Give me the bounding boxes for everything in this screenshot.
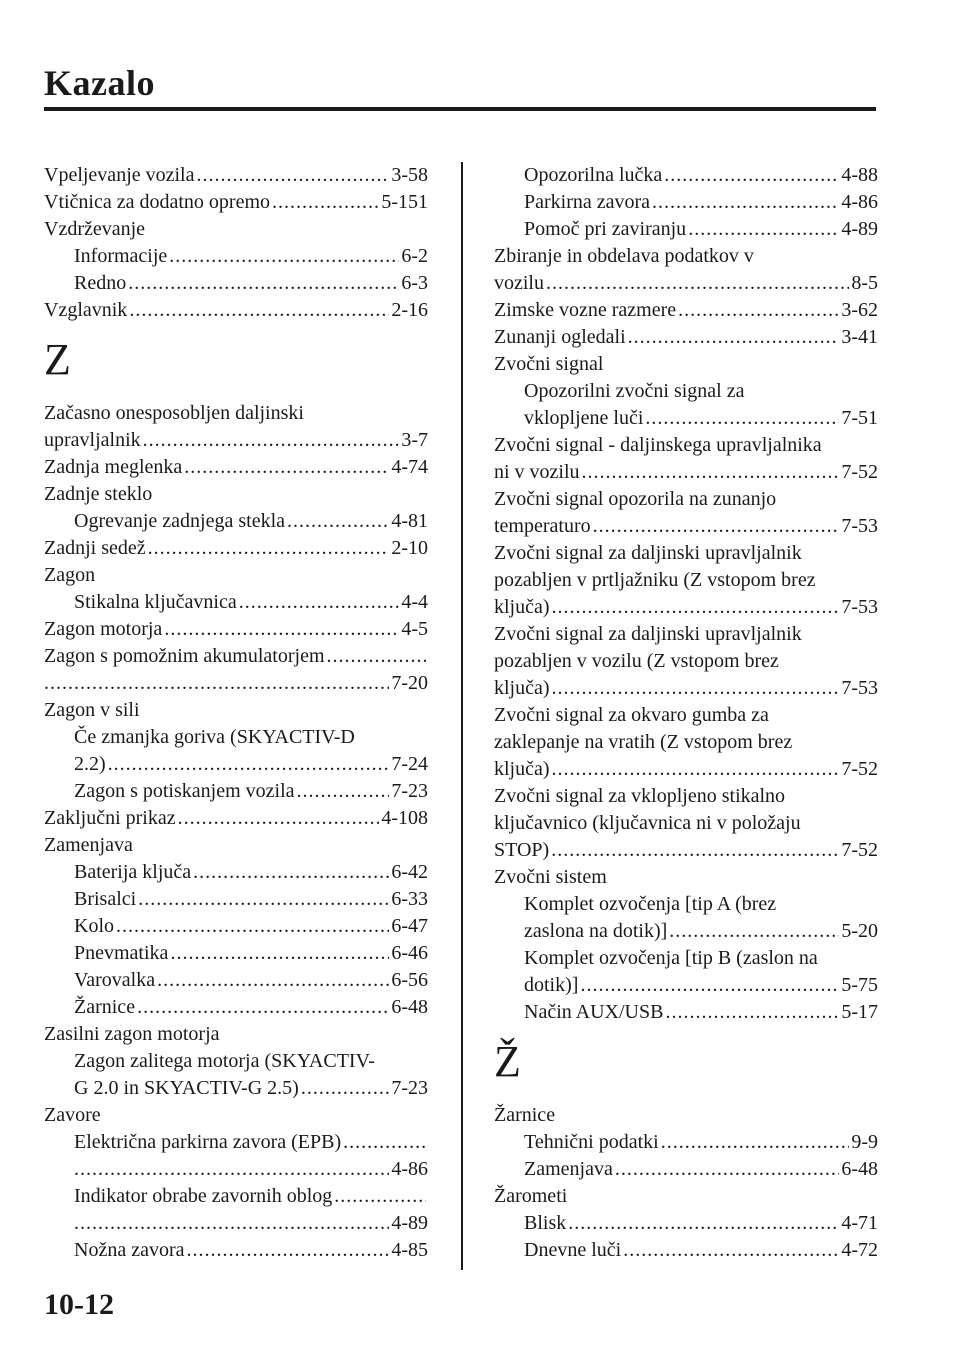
page-number: 10-12 (44, 1288, 114, 1321)
index-entry (494, 324, 878, 351)
dot-leader (628, 324, 840, 351)
index-entry-text: dotik)] (524, 974, 579, 996)
index-entry-text: Električna parkirna zavora (EPB) (74, 1131, 342, 1153)
index-entry-page: 7-20 (391, 672, 428, 694)
dot-leader (137, 994, 389, 1021)
index-entry-page: 7-23 (391, 780, 428, 802)
index-heading: Zvočni signal - daljinskega upravljalnika (494, 434, 822, 456)
index-entry-text: Baterija ključa (74, 861, 192, 883)
index-entry (494, 405, 878, 432)
index-entry-page: 2-10 (391, 537, 428, 559)
dot-leader (187, 1237, 390, 1264)
index-heading: Zvočni signal za daljinski upravljalnik (494, 623, 802, 645)
index-entry-text: Žarnice (74, 996, 136, 1018)
index-entry-page: 8-5 (851, 272, 878, 294)
index-entry-page: 7-24 (391, 753, 428, 775)
dot-leader (623, 1237, 839, 1264)
index-entry-text: Pomoč pri zaviranju (524, 218, 687, 240)
index-entry-page: 4-89 (841, 218, 878, 240)
dot-leader (116, 913, 389, 940)
dot-leader (665, 999, 839, 1026)
index-entry (494, 162, 878, 189)
index-entry (494, 999, 878, 1026)
index-entry-text: Redno (74, 272, 127, 294)
dot-leader (327, 643, 427, 670)
index-entry-page: 4-86 (841, 191, 878, 213)
index-column-left (44, 162, 428, 1264)
index-entry (44, 778, 428, 805)
dot-leader (143, 427, 400, 454)
dot-leader (170, 940, 389, 967)
index-entry (494, 513, 878, 540)
index-heading: Zagon zalitega motorja (SKYACTIV- (74, 1050, 375, 1072)
index-entry-page: 7-52 (841, 461, 878, 483)
index-entry-text: temperaturo (494, 515, 591, 537)
index-entry-page: 9-9 (851, 1131, 878, 1153)
index-entry-text: zaslona na dotik)] (524, 920, 668, 942)
dot-leader (157, 967, 389, 994)
index-entry-text: ni v vozilu (494, 461, 580, 483)
index-entry (44, 643, 428, 670)
index-entry (494, 675, 878, 702)
index-entry-text: Pnevmatika (74, 942, 169, 964)
index-entry (44, 1129, 428, 1156)
index-entry (44, 994, 428, 1021)
index-entry-text: Ogrevanje zadnjega stekla (74, 510, 286, 532)
index-entry-page: 6-47 (391, 915, 428, 937)
dot-leader (197, 162, 390, 189)
index-entry-page: 6-2 (401, 245, 428, 267)
dot-leader (615, 1156, 839, 1183)
index-heading: Žarnice (494, 1104, 556, 1126)
index-heading: pozabljen v prtljažniku (Z vstopom brez (494, 569, 816, 591)
index-entry-text: vklopljene luči (524, 407, 644, 429)
index-heading: Zvočni signal opozorila na zunanjo (494, 488, 777, 510)
index-entry (44, 859, 428, 886)
index-entry-page: 6-56 (391, 969, 428, 991)
index-heading: Komplet ozvočenja [tip A (brez (524, 893, 777, 915)
dot-leader (148, 535, 390, 562)
index-entry-text: 2.2) (74, 753, 106, 775)
index-entry-text: vozilu (494, 272, 544, 294)
dot-leader (128, 270, 399, 297)
index-entry-page: 5-17 (841, 1001, 878, 1023)
index-entry-text: Zaključni prikaz (44, 807, 176, 829)
index-entry-page: 4-71 (841, 1212, 878, 1234)
index-entry-text: Opozorilna lučka (524, 164, 663, 186)
index-entry-text: Dnevne luči (524, 1239, 622, 1261)
dot-leader (239, 589, 400, 616)
index-heading: Opozorilni zvočni signal za (524, 380, 745, 402)
index-entry-page: 3-7 (401, 429, 428, 451)
index-entry-text: Kolo (74, 915, 114, 937)
index-entry-page: 7-53 (841, 677, 878, 699)
dot-leader (552, 756, 840, 783)
index-entry-text: Vtičnica za dodatno opremo (44, 191, 271, 213)
index-entry-page: 7-23 (391, 1077, 428, 1099)
dot-leader (664, 162, 839, 189)
dot-leader (287, 508, 389, 535)
dot-leader (546, 270, 849, 297)
index-entry (44, 1075, 428, 1102)
index-entry-text: Zadnji sedež (44, 537, 146, 559)
dot-leader (74, 1210, 389, 1237)
index-heading: Če zmanjka goriva (SKYACTIV-D (74, 726, 355, 748)
index-entry-page: 2-16 (391, 299, 428, 321)
index-heading: zaklepanje na vratih (Z vstopom brez (494, 731, 793, 753)
index-entry (494, 1129, 878, 1156)
dot-leader (343, 1129, 426, 1156)
dot-leader (645, 405, 839, 432)
index-entry (494, 918, 878, 945)
dot-leader (74, 1156, 389, 1183)
dot-leader (184, 454, 389, 481)
index-entry-page: 6-48 (841, 1158, 878, 1180)
index-entry-text: Zagon motorja (44, 618, 163, 640)
index-heading: Zasilni zagon motorja (44, 1023, 220, 1045)
index-entry-page: 5-20 (841, 920, 878, 942)
index-heading: Zagon v sili (44, 699, 140, 721)
index-entry (44, 535, 428, 562)
dot-leader (272, 189, 379, 216)
index-entry-text: Stikalna ključavnica (74, 591, 237, 613)
index-heading: Vzdrževanje (44, 218, 146, 240)
index-entry-text: Zadnja meglenka (44, 456, 183, 478)
index-entry (494, 459, 878, 486)
index-entry-page: 4-86 (391, 1158, 428, 1180)
index-column-right (494, 162, 878, 1264)
index-heading: Komplet ozvočenja [tip B (zaslon na (524, 947, 818, 969)
section-letter: Ž (494, 1037, 521, 1086)
index-entry-text: Zagon s potiskanjem vozila (74, 780, 295, 802)
index-heading: Zavore (44, 1104, 101, 1126)
index-entry-text: Vzglavnik (44, 299, 128, 321)
index-heading: Zvočni sistem (494, 866, 607, 888)
index-entry (494, 189, 878, 216)
index-entry (494, 837, 878, 864)
index-entry-page: 6-3 (401, 272, 428, 294)
index-entry-text: Vpeljevanje vozila (44, 164, 195, 186)
index-entry (44, 1183, 428, 1210)
dot-leader (138, 886, 389, 913)
index-entry-page: 7-52 (841, 839, 878, 861)
index-entry (44, 297, 428, 324)
dot-leader (301, 1075, 390, 1102)
index-entry-page: 4-85 (391, 1239, 428, 1261)
dot-leader (334, 1183, 426, 1210)
index-heading: Zbiranje in obdelava podatkov v (494, 245, 754, 267)
index-entry-text: Zunanji ogledali (494, 326, 626, 348)
index-entry (44, 967, 428, 994)
index-entry-text: Brisalci (74, 888, 137, 910)
index-heading: ključavnico (ključavnica ni v položaju (494, 812, 801, 834)
index-entry-page: 6-48 (391, 996, 428, 1018)
index-entry-page: 6-46 (391, 942, 428, 964)
index-entry (494, 297, 878, 324)
dot-leader (193, 859, 389, 886)
dot-leader (661, 1129, 850, 1156)
dot-leader (44, 670, 389, 697)
dot-leader (297, 778, 390, 805)
index-entry-page: 3-41 (841, 326, 878, 348)
index-heading: Zagon (44, 564, 96, 586)
index-entry-page: 4-108 (381, 807, 428, 829)
index-entry-text: Tehnični podatki (524, 1131, 659, 1153)
index-entry-text: Način AUX/USB (524, 1001, 664, 1023)
dot-leader (108, 751, 390, 778)
dot-leader (551, 837, 839, 864)
index-entry (44, 162, 428, 189)
dot-leader (669, 918, 839, 945)
index-entry-text: STOP) (494, 839, 550, 861)
index-entry (44, 243, 428, 270)
index-entry (44, 1156, 428, 1183)
index-entry-page: 5-151 (381, 191, 428, 213)
index-entry (494, 972, 878, 999)
index-entry (44, 913, 428, 940)
dot-leader (593, 513, 840, 540)
index-heading: Zvočni signal (494, 353, 604, 375)
index-entry (44, 589, 428, 616)
index-entry-page: 6-33 (391, 888, 428, 910)
index-entry (494, 756, 878, 783)
index-entry-page: 4-89 (391, 1212, 428, 1234)
dot-leader (164, 616, 399, 643)
index-entry (44, 805, 428, 832)
index-entry (44, 189, 428, 216)
index-heading: Žarometi (494, 1185, 568, 1207)
index-entry-text: Zimske vozne razmere (494, 299, 677, 321)
index-heading: pozabljen v vozilu (Z vstopom brez (494, 650, 779, 672)
index-entry-page: 6-42 (391, 861, 428, 883)
index-entry (494, 1156, 878, 1183)
index-heading: Začasno onesposobljen daljinski (44, 402, 304, 424)
dot-leader (678, 297, 839, 324)
index-entry-text: ključa) (494, 758, 550, 780)
index-entry (44, 1210, 428, 1237)
dot-leader (582, 459, 840, 486)
index-entry (44, 886, 428, 913)
index-entry-page: 7-52 (841, 758, 878, 780)
index-entry (44, 940, 428, 967)
index-entry-text: Informacije (74, 245, 168, 267)
index-entry (494, 216, 878, 243)
index-entry-text: ključa) (494, 596, 550, 618)
index-entry (44, 751, 428, 778)
index-heading: Zvočni signal za vklopljeno stikalno (494, 785, 786, 807)
index-entry-page: 4-72 (841, 1239, 878, 1261)
index-entry-text: Varovalka (74, 969, 156, 991)
index-entry-text: Blisk (524, 1212, 567, 1234)
index-heading: Zadnje steklo (44, 483, 153, 505)
index-entry-text: Parkirna zavora (524, 191, 651, 213)
dot-leader (178, 805, 380, 832)
dot-leader (169, 243, 399, 270)
index-entry (494, 1237, 878, 1264)
index-entry-page: 3-58 (391, 164, 428, 186)
index-entry (494, 1210, 878, 1237)
index-entry-text: Nožna zavora (74, 1239, 185, 1261)
page-title: Kazalo (44, 63, 155, 103)
index-entry-page: 7-53 (841, 515, 878, 537)
index-entry (44, 270, 428, 297)
index-entry-page: 4-81 (391, 510, 428, 532)
index-entry (494, 594, 878, 621)
index-entry-text: G 2.0 in SKYACTIV-G 2.5) (74, 1077, 299, 1099)
index-entry (44, 454, 428, 481)
index-entry (44, 670, 428, 697)
index-entry-text: upravljalnik (44, 429, 141, 451)
index-entry-page: 3-62 (841, 299, 878, 321)
index-heading: Zvočni signal za okvaro gumba za (494, 704, 769, 726)
index-entry-page: 4-88 (841, 164, 878, 186)
dot-leader (688, 216, 839, 243)
index-entry-page: 4-4 (401, 591, 428, 613)
index-entry-text: Zagon s pomožnim akumulatorjem (44, 645, 325, 667)
index-entry-text: ključa) (494, 677, 550, 699)
index-entry (44, 616, 428, 643)
title-rule (44, 107, 876, 111)
index-entry (494, 270, 878, 297)
index-entry-text: Indikator obrabe zavornih oblog (74, 1185, 333, 1207)
index-entry-page: 4-74 (391, 456, 428, 478)
index-entry (44, 508, 428, 535)
index-entry-page: 7-53 (841, 596, 878, 618)
index-entry-page: 7-51 (841, 407, 878, 429)
index-entry-page: 5-75 (841, 974, 878, 996)
column-divider (461, 162, 463, 1270)
index-entry-page: 4-5 (401, 618, 428, 640)
index-entry-text: Zamenjava (524, 1158, 613, 1180)
index-heading: Zvočni signal za daljinski upravljalnik (494, 542, 802, 564)
dot-leader (552, 675, 840, 702)
section-letter: Z (44, 335, 71, 384)
dot-leader (552, 594, 840, 621)
dot-leader (568, 1210, 839, 1237)
index-entry (44, 427, 428, 454)
dot-leader (652, 189, 839, 216)
dot-leader (580, 972, 839, 999)
index-heading: Zamenjava (44, 834, 133, 856)
index-entry (44, 1237, 428, 1264)
dot-leader (129, 297, 389, 324)
